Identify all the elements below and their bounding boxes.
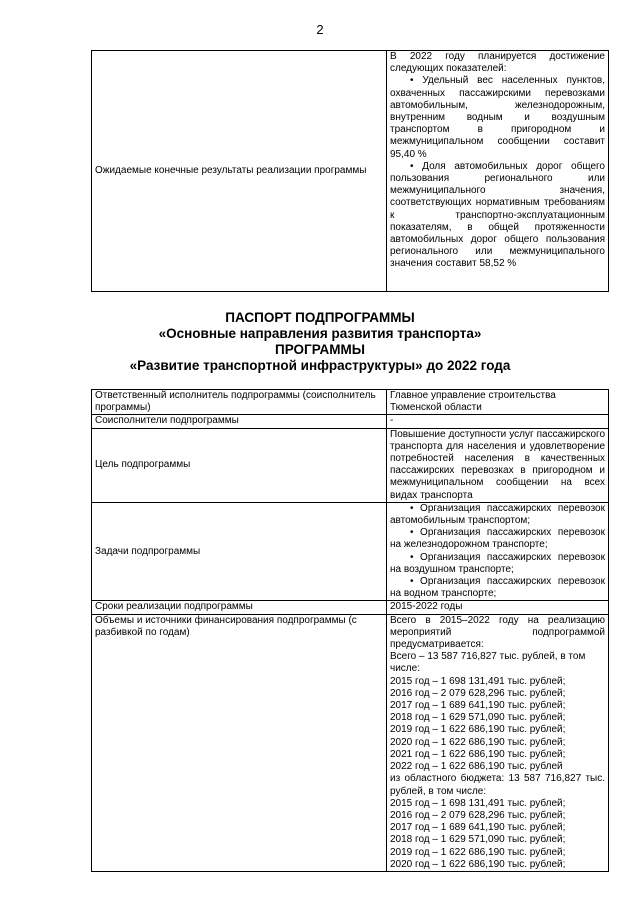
tasks-value [387,502,609,601]
finance-regional-year: 2015 год – 1 698 131,491 тыс. рублей; [390,797,566,809]
finance-intro: Всего в 2015–2022 году на реализацию мероприятий подпрограммой предусматривается: [390,614,605,651]
tasks-row [92,502,609,601]
coexecutors-value: - [387,415,609,428]
program-heading: ПРОГРАММЫ [275,342,365,357]
executor-label: Ответственный исполнитель подпрограммы (соисполнитель программы) [92,390,387,415]
finance-year: 2016 год – 2 079 628,296 тыс. рублей; [390,687,566,699]
finance-regional-year: 2016 год – 2 079 628,296 тыс. рублей; [390,809,566,821]
goal-label: Цель подпрограммы [92,428,387,502]
terms-row [92,601,609,614]
task-item: • Организация пассажирских перевозок автомобильным транспортом; [390,502,605,527]
results-label: Ожидаемые конечные результаты реализации программы [92,51,387,292]
finance-year: 2015 год – 1 698 131,491 тыс. рублей; [390,675,566,687]
finance-value [387,614,609,871]
finance-regional-year: 2020 год – 1 622 686,190 тыс. рублей; [390,858,566,870]
executor-row [92,390,609,415]
results-intro: В 2022 году планируется достижение следующих показателей: [390,51,605,75]
results-row [92,51,609,292]
results-value [387,51,609,292]
results-bullet-2: • Доля автомобильных дорог общего пользования регионального или межмуниципального значения, соответствующих нормативным требованиям к транспортно-эксплуатационным показателям, в общей протяженности автомобильных дорог общего пользования регионального или межмуниципального значения составит 58,52 % [390,160,605,270]
finance-year: 2018 год – 1 629 571,090 тыс. рублей; [390,712,566,724]
page-number: 2 [316,22,324,37]
finance-regional-year: 2019 год – 1 622 686,190 тыс. рублей; [390,846,566,858]
subprogram-name-heading: «Основные направления развития транспорта» [158,326,482,341]
finance-year: 2021 год – 1 622 686,190 тыс. рублей; [390,748,566,760]
finance-row [92,614,609,871]
results-table [91,50,609,292]
finance-regional-year: 2017 год – 1 689 641,190 тыс. рублей; [390,822,566,834]
goal-row [92,428,609,502]
finance-year: 2017 год – 1 689 641,190 тыс. рублей; [390,700,566,712]
passport-heading: ПАСПОРТ ПОДПРОГРАММЫ [225,310,415,325]
goal-value: Повышение доступности услуг пассажирского транспорта для населения и удовлетворение потребностей населения в качественных пассажирских перевозках в пригородном и межмуниципальном сообщении на всех видах транспорта [387,428,609,502]
executor-value: Главное управление строительства Тюменской области [387,390,609,415]
finance-regional-year: 2018 год – 1 629 571,090 тыс. рублей; [390,834,566,846]
results-bullet-1: • Удельный вес населенных пунктов, охваченных пассажирскими перевозками автомобильным, железнодорожным, внутренним водным и воздушным транспортом в пригородном и межмуниципальном сообщении составит 95,40 % [390,75,605,160]
program-name-heading: «Развитие транспортной инфраструктуры» до 2022 года [129,358,511,373]
finance-total: Всего – 13 587 716,827 тыс. рублей, в том числе: [390,651,586,675]
finance-label: Объемы и источники финансирования подпрограммы (с разбивкой по годам) [92,614,387,871]
tasks-label: Задачи подпрограммы [92,502,387,601]
terms-value: 2015-2022 годы [387,601,609,614]
finance-year: 2022 год – 1 622 686,190 тыс. рублей [390,761,563,773]
finance-year: 2019 год – 1 622 686,190 тыс. рублей; [390,724,566,736]
task-item: • Организация пассажирских перевозок на железнодорожном транспорте; [390,527,605,551]
passport-table [91,389,609,872]
finance-regional: из областного бюджета: 13 587 716,827 тыс. рублей, в том числе: [390,773,605,797]
finance-year: 2020 год – 1 622 686,190 тыс. рублей; [390,736,566,748]
task-item: • Организация пассажирских перевозок на воздушном транспорте; [390,551,605,575]
task-item: • Организация пассажирских перевозок на водном транспорте; [390,576,605,600]
coexecutors-row [92,415,609,428]
terms-label: Сроки реализации подпрограммы [92,601,387,614]
coexecutors-label: Соисполнители подпрограммы [92,415,387,428]
